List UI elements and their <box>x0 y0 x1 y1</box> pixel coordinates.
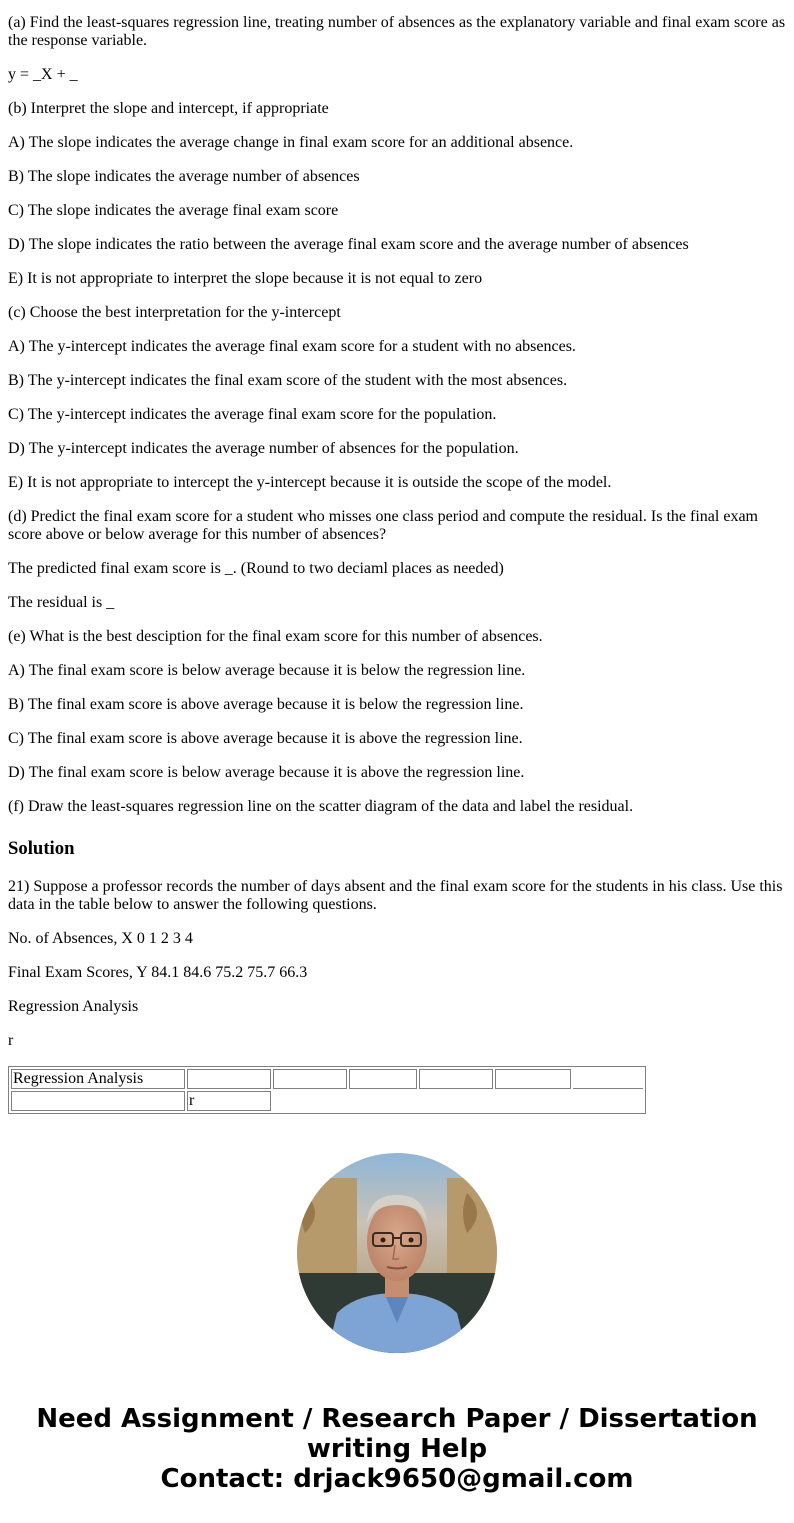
table-row <box>11 1091 643 1111</box>
question-b-option-a: A) The slope indicates the average change in final exam score for an additional absence. <box>8 134 574 151</box>
table-cell <box>419 1069 493 1089</box>
question-b-option-d: D) The slope indicates the ratio between the average final exam score and the average number of absences <box>8 236 689 253</box>
question-a-prompt: (a) Find the least-squares regression line, treating number of absences as the explanatory variable and final exam score as the response variable. <box>8 14 786 49</box>
solution-heading: Solution <box>8 838 75 859</box>
question-c-option-c: C) The y-intercept indicates the average final exam score for the population. <box>8 406 497 423</box>
question-c-option-d: D) The y-intercept indicates the average number of absences for the population. <box>8 440 519 457</box>
question-b-option-c: C) The slope indicates the average final exam score <box>8 202 339 219</box>
question-e-prompt: (e) What is the best desciption for the final exam score for this number of absences. <box>8 628 543 645</box>
question-e-option-d: D) The final exam score is below average because it is above the regression line. <box>8 764 525 781</box>
question-e-option-a: A) The final exam score is below average because it is below the regression line. <box>8 662 526 679</box>
table-cell <box>573 1069 643 1089</box>
question-c-option-a: A) The y-intercept indicates the average final exam score for a student with no absences. <box>8 338 576 355</box>
question-c-option-e: E) It is not appropriate to intercept the y-intercept because it is outside the scope of the model. <box>8 474 612 491</box>
table-cell <box>187 1069 271 1089</box>
footer-contact: Contact: drjack9650@gmail.com <box>160 1464 634 1494</box>
regression-table <box>8 1066 646 1114</box>
question-f-prompt: (f) Draw the least-squares regression line on the scatter diagram of the data and label the residual. <box>8 798 634 815</box>
solution-x-row: No. of Absences, X 0 1 2 3 4 <box>8 930 193 947</box>
question-b-option-e: E) It is not appropriate to interpret the slope because it is not equal to zero <box>8 270 483 287</box>
question-e-option-b: B) The final exam score is above average because it is below the regression line. <box>8 696 524 713</box>
table-cell-empty <box>273 1091 643 1111</box>
question-b-option-b: B) The slope indicates the average number of absences <box>8 168 360 185</box>
footer-banner <box>0 1404 794 1494</box>
document-body <box>8 14 788 1114</box>
avatar <box>297 1153 497 1353</box>
question-c-prompt: (c) Choose the best interpretation for the y-intercept <box>8 304 341 321</box>
solution-intro: 21) Suppose a professor records the number of days absent and the final exam score for the students in his class. Use this data in the table below to answer the following questions. <box>8 878 783 913</box>
table-cell-r: r <box>187 1091 271 1111</box>
table-cell <box>11 1091 185 1111</box>
footer-line-1: Need Assignment / Research Paper / Dissertation <box>36 1404 758 1434</box>
table-cell <box>349 1069 417 1089</box>
person-portrait-avatar-icon <box>297 1153 497 1353</box>
solution-regression-label: Regression Analysis <box>8 998 139 1015</box>
question-d-predicted: The predicted final exam score is _. (Round to two deciaml places as needed) <box>8 560 504 577</box>
table-cell-header: Regression Analysis <box>11 1069 185 1089</box>
question-b-prompt: (b) Interpret the slope and intercept, if appropriate <box>8 100 329 117</box>
question-d-prompt: (d) Predict the final exam score for a student who misses one class period and compute the residual. Is the final exam score above or below average for this number of absences? <box>8 508 758 543</box>
table-row <box>11 1069 643 1089</box>
solution-r-label: r <box>8 1032 14 1049</box>
question-d-residual: The residual is _ <box>8 594 115 611</box>
table-cell <box>495 1069 571 1089</box>
question-c-option-b: B) The y-intercept indicates the final exam score of the student with the most absences. <box>8 372 568 389</box>
footer-line-2: writing Help <box>306 1434 488 1464</box>
question-a-equation: y = _X + _ <box>8 66 78 83</box>
question-e-option-c: C) The final exam score is above average because it is above the regression line. <box>8 730 523 747</box>
table-cell <box>273 1069 347 1089</box>
solution-y-row: Final Exam Scores, Y 84.1 84.6 75.2 75.7 66.3 <box>8 964 308 981</box>
